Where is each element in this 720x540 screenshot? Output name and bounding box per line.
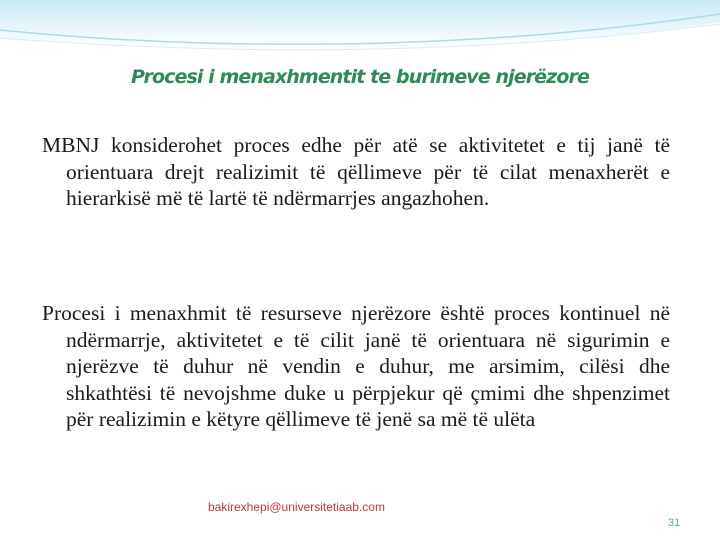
paragraph-mbnj-definition: MBNJ konsiderohet proces edhe për atë se aktivitetet e tij janë të orientuara drejt realizimit të qëllimeve për të cilat menaxherët e hierarkisë më të lartë të ndërmarrjes angazhohen.: [42, 133, 670, 210]
slide-number: 31: [668, 517, 681, 529]
paragraph-hr-process: Procesi i menaxhmit të resurseve njerëzore është proces kontinuel në ndërmarrje, aktivitetet e të cilit janë të orientuara në sigurimin e njerëzve të duhur në vendin e duhur, me arsimim, cilësi dhe shkathtësi të nevojshme duke u përpjekur që çmimi dhe shpenzimet për realizimin e këtyre qëllimeve të jenë sa më të ulëta: [42, 301, 670, 431]
slide-title: Procesi i menaxhmentit te burimeve njerëzore: [131, 66, 589, 88]
decorative-header-band: [0, 0, 720, 70]
author-email: bakirexhepi@universitetiaab.com: [208, 500, 385, 514]
